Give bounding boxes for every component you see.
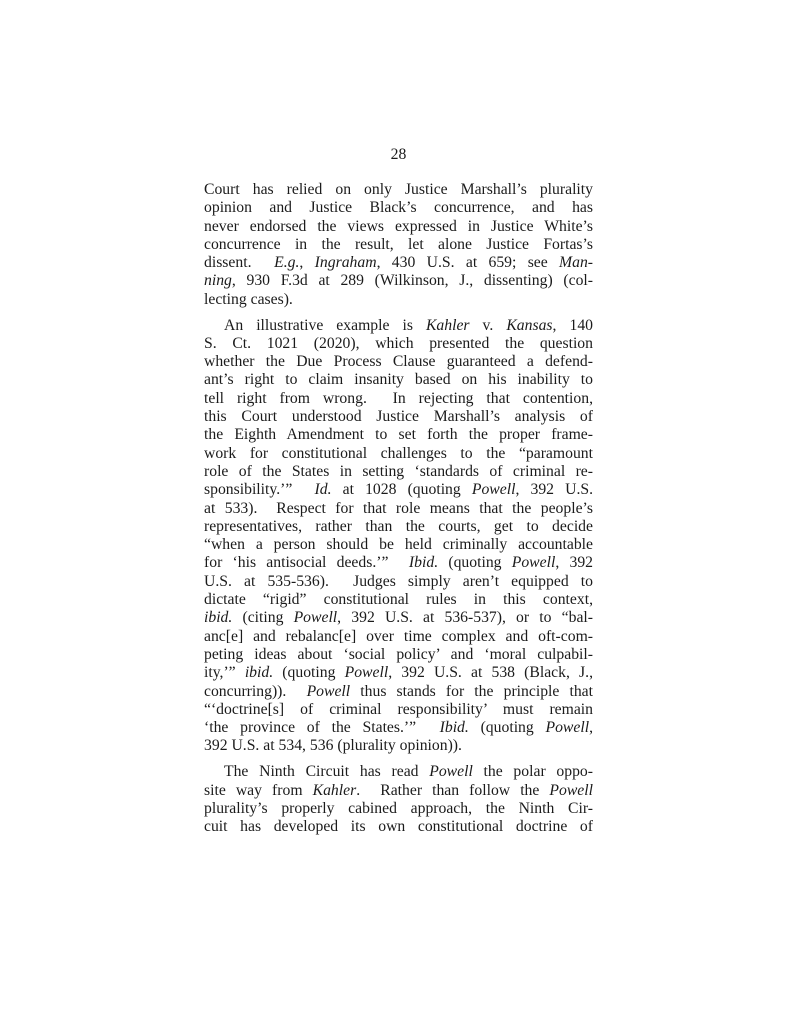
text-run: tell right from wrong. In rejecting that contention, — [204, 389, 593, 407]
text-run: concurrence in the result, let alone Justice Fortas’s — [204, 235, 593, 253]
page-number: 28 — [390, 146, 407, 163]
text-run: S. Ct. 1021 (2020), which presented the question — [204, 334, 593, 352]
italic-text-run: Kansas — [506, 316, 553, 334]
text-line — [204, 445, 593, 463]
text-run: “‘doctrine[s] of criminal responsibility’ must remain — [204, 700, 593, 718]
text-line — [204, 628, 593, 646]
text-run: (quoting — [468, 719, 546, 737]
italic-text-run: Ibid. — [439, 719, 469, 737]
text-line — [204, 291, 593, 309]
text-run: dissent. — [204, 254, 275, 272]
text-line — [204, 353, 593, 371]
text-run: anc[e] and rebalanc[e] over time complex and oft-com- — [204, 627, 593, 645]
italic-text-run: Powell — [293, 609, 338, 627]
text-line — [204, 317, 593, 335]
italic-text-run: Man- — [559, 254, 594, 272]
text-line — [204, 335, 593, 353]
text-line — [204, 763, 593, 781]
text-run: plurality’s properly cabined approach, the Ninth Cir- — [204, 799, 593, 817]
italic-text-run: Powell — [344, 664, 389, 682]
text-line — [204, 218, 593, 236]
text-line — [204, 782, 593, 800]
text-run: The Ninth Circuit has read — [224, 763, 430, 781]
text-line — [204, 536, 593, 554]
text-run: the polar oppo- — [472, 763, 593, 781]
italic-text-run: Powell — [471, 481, 516, 499]
text-line — [204, 500, 593, 518]
italic-text-run: Id. — [314, 481, 332, 499]
italic-text-run: Ingraham — [314, 254, 377, 272]
text-run: concurring)). — [204, 682, 307, 700]
text-line — [204, 719, 593, 737]
text-run: (citing — [232, 609, 294, 627]
text-run: at 533). Respect for that role means that the people’s — [204, 499, 593, 517]
text-run: , 392 U.S. at 536-537), or to “bal- — [337, 609, 593, 627]
text-line — [204, 426, 593, 444]
text-line — [204, 664, 593, 682]
text-line — [204, 573, 593, 591]
paragraph — [204, 317, 593, 756]
italic-text-run: Kahler — [312, 781, 357, 799]
text-run: whether the Due Process Clause guaranteed a defend- — [204, 353, 593, 371]
italic-text-run: ning — [204, 272, 232, 290]
text-run: site way from — [204, 781, 313, 799]
italic-text-run: ibid. — [244, 664, 274, 682]
text-line — [204, 390, 593, 408]
text-run: the Eighth Amendment to set forth the proper frame- — [204, 426, 593, 444]
text-run: role of the States in setting ‘standards of criminal re- — [204, 462, 593, 480]
text-line — [204, 481, 593, 499]
text-line — [204, 463, 593, 481]
text-line — [204, 818, 593, 836]
text-run: peting ideas about ‘social policy’ and ‘moral culpabil- — [204, 645, 593, 663]
text-line — [204, 737, 593, 755]
text-run: lecting cases). — [204, 290, 293, 308]
text-run: 392 U.S. at 534, 536 (plurality opinion)). — [204, 737, 462, 755]
text-line — [204, 236, 593, 254]
text-run: “when a person should be held criminally accountable — [204, 536, 593, 554]
text-run: U.S. at 535-536). Judges simply aren’t equipped to — [204, 572, 593, 590]
text-run: , — [299, 254, 315, 272]
text-run: , — [589, 719, 593, 737]
text-run: v. — [469, 316, 507, 334]
text-line — [204, 554, 593, 572]
text-line — [204, 646, 593, 664]
italic-text-run: Kahler — [425, 316, 470, 334]
italic-text-run: E.g. — [274, 254, 300, 272]
text-run: representatives, rather than the courts, get to decide — [204, 517, 593, 535]
italic-text-run: Powell — [306, 682, 351, 700]
text-run: , 392 U.S. — [515, 481, 594, 499]
text-line — [204, 272, 593, 290]
body-text — [204, 181, 593, 836]
paragraph — [204, 181, 593, 309]
text-run: ity,’” — [204, 664, 245, 682]
text-run: ‘the province of the States.’” — [204, 719, 440, 737]
text-line — [204, 701, 593, 719]
text-run: for ‘his antisocial deeds.’” — [204, 554, 409, 572]
text-run: Court has relied on only Justice Marshall’s plurality — [204, 181, 593, 198]
italic-text-run: Ibid. — [408, 554, 439, 572]
text-line — [204, 609, 593, 627]
italic-text-run: Powell — [429, 763, 473, 781]
text-run: (quoting — [438, 554, 512, 572]
text-run: never endorsed the views expressed in Justice White’s — [204, 217, 593, 235]
text-line — [204, 181, 593, 199]
text-run: this Court understood Justice Marshall’s analysis of — [204, 408, 593, 426]
italic-text-run: ibid. — [204, 609, 233, 627]
text-line — [204, 199, 593, 217]
text-run: work for constitutional challenges to the “paramount — [204, 444, 593, 462]
text-line — [204, 800, 593, 818]
text-run: . Rather than follow the — [356, 781, 550, 799]
text-run: cuit has developed its own constitutional doctrine of — [204, 818, 593, 836]
text-run: sponsibility.’” — [204, 481, 315, 499]
italic-text-run: Powell — [545, 719, 590, 737]
text-run: ant’s right to claim insanity based on his inability to — [204, 371, 593, 389]
text-line — [204, 518, 593, 536]
text-line — [204, 371, 593, 389]
text-line — [204, 408, 593, 426]
text-run: dictate “rigid” constitutional rules in this context, — [204, 591, 593, 609]
text-run: , 140 — [552, 316, 594, 334]
text-line — [204, 683, 593, 701]
italic-text-run: Powell — [549, 781, 593, 799]
paragraph — [204, 763, 593, 836]
italic-text-run: Powell — [511, 554, 556, 572]
text-run: thus stands for the principle that — [350, 682, 594, 700]
text-line — [204, 254, 593, 272]
text-run: , 930 F.3d at 289 (Wilkinson, J., dissenting) (col- — [231, 272, 593, 290]
text-run: at 1028 (quoting — [331, 481, 472, 499]
text-run: , 392 U.S. at 538 (Black, J., — [388, 664, 593, 682]
text-line — [204, 591, 593, 609]
text-run: An illustrative example is — [224, 316, 426, 334]
text-run: , 430 U.S. at 659; see — [376, 254, 560, 272]
text-run: (quoting — [273, 664, 345, 682]
text-run: , 392 — [555, 554, 594, 572]
text-run: opinion and Justice Black’s concurrence, and has — [204, 199, 593, 217]
